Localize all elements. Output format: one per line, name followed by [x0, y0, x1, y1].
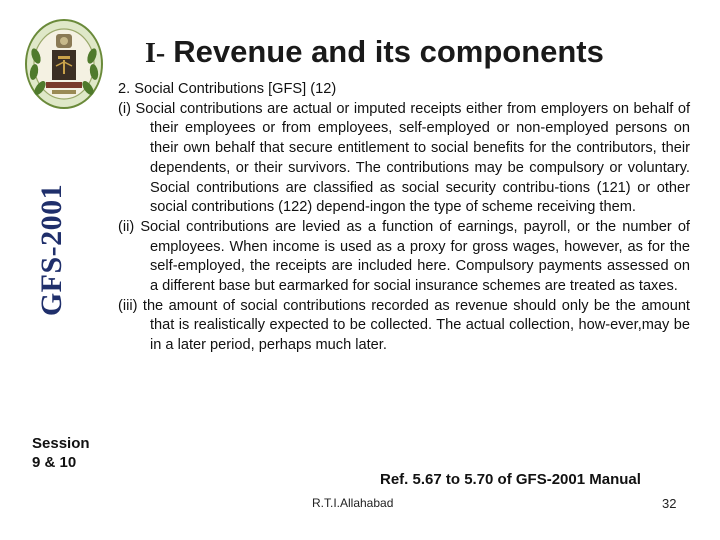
item-marker: (ii) [118, 218, 135, 235]
list-item [118, 297, 690, 356]
list-item [118, 100, 690, 218]
list-item [118, 218, 690, 297]
vertical-title [22, 158, 82, 342]
item-text: the amount of social contributions recorded as revenue should only be the amount that is realistically expected to be collected. The actual collection, how-ever,may be in a later period, perhaps much later. [142, 297, 690, 354]
session-line-2: 9 & 10 [32, 454, 77, 471]
title-text: Revenue and its components [173, 34, 604, 69]
item-marker: (iii) [118, 297, 138, 314]
session-line-1: Session [32, 435, 90, 452]
item-marker: (i) [118, 100, 131, 117]
item-text: Social contributions are actual or imputed receipts either from employers on behalf of their employees or from employees, self-employed or non-employed persons on their own behalf that secure entitlement to social benefits for the contributors, their dependents, or their survivors. The contributions may be compulsory or voluntary. Social contributions are classified as social security contribu-tions (121) or other social contributions (122) depend-ingon the type of scheme receiving them. [135, 100, 691, 216]
title-roman-numeral: I- [145, 38, 166, 69]
footer-institution: R.T.I.Allahabad [312, 496, 394, 510]
vertical-title-text: GFS-2001 [35, 183, 68, 317]
reference-note: Ref. 5.67 to 5.70 of GFS-2001 Manual [380, 471, 641, 488]
government-emblem-icon [22, 16, 106, 112]
slide-content [118, 80, 690, 356]
slide-title [145, 34, 705, 70]
item-text: Social contributions are levied as a function of earnings, payroll, or the number of employees. When income is used as a proxy for gross wages, however, as for the self-employed, the receipts are included here. Compulsory payments assessed on a different base but earmarked for social insurance schemes are treated as taxes. [140, 218, 690, 295]
session-label [32, 434, 90, 472]
sidebar [0, 0, 110, 540]
page-number: 32 [662, 496, 677, 511]
section-heading: 2. Social Contributions [GFS] (12) [118, 81, 337, 97]
